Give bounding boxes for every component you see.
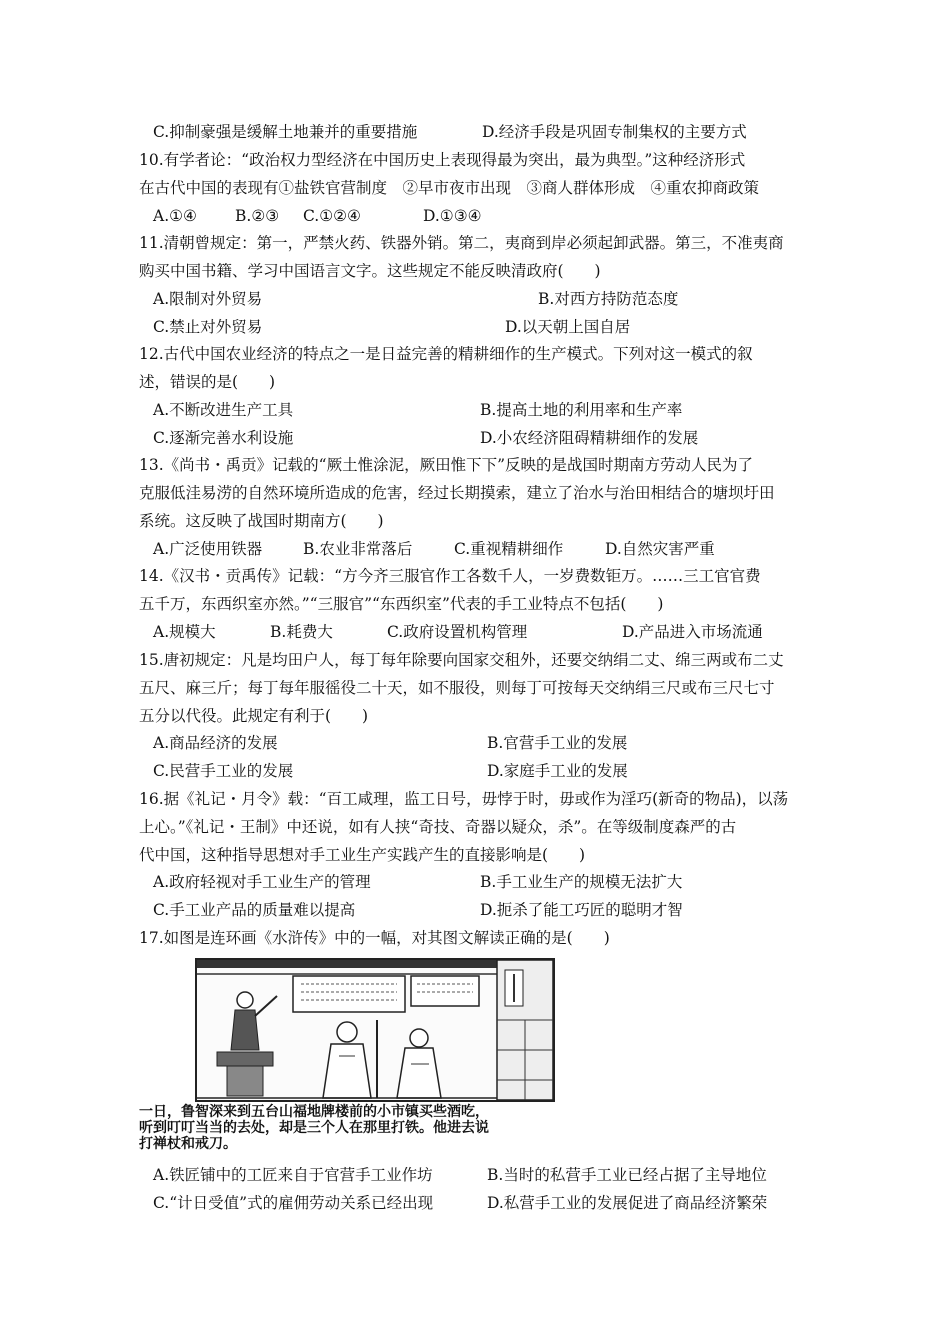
q14-option-a: A.规模大 [153,623,216,641]
q17-option-b: B.当时的私营手工业已经占据了主导地位 [487,1166,767,1184]
q14-option-d: D.产品进入市场流通 [622,623,763,641]
q15-option-a: A.商品经济的发展 [153,734,278,752]
q14-stem-line2: 五千万，东西织室亦然。”“三服官”“东西织室”代表的手工业特点不包括( ) [139,595,664,613]
q10-option-a: A.①④ [153,207,197,225]
q15-stem-line3: 五分以代役。此规定有利于( ) [139,707,369,725]
q17-stem-line1: 17.如图是连环画《水浒传》中的一幅，对其图文解读正确的是( ) [139,929,610,947]
comic-caption-line2: 听到叮叮当当的去处，却是三个人在那里打铁。他进去说 [139,1120,489,1136]
q9-option-c: C.抑制豪强是缓解土地兼并的重要措施 [153,123,418,141]
q13-option-a: A.广泛使用铁器 [153,540,263,558]
q13-option-b: B.农业非常落后 [303,540,413,558]
q16-option-c: C.手工业产品的质量难以提高 [153,901,356,919]
q14-option-b: B.耗费大 [270,623,333,641]
q12-option-d: D.小农经济阻碍精耕细作的发展 [480,429,699,447]
q12-stem-line1: 12.古代中国农业经济的特点之一是日益完善的精耕细作的生产模式。下列对这一模式的叙 [139,345,753,363]
q15-option-b: B.官营手工业的发展 [487,734,628,752]
q11-stem-line1: 11.清朝曾规定：第一，严禁火药、铁器外销。第二，夷商到岸必须起卸武器。第三，不准夷商 [139,234,784,252]
q12-stem-line2: 述，错误的是( ) [139,373,276,391]
q14-option-c: C.政府设置机构管理 [387,623,528,641]
q13-stem-line3: 系统。这反映了战国时期南方( ) [139,512,384,530]
q17-option-c: C.“计日受值”式的雇佣劳动关系已经出现 [153,1194,434,1212]
q12-option-a: A.不断改进生产工具 [153,401,294,419]
q17-option-d: D.私营手工业的发展促进了商品经济繁荣 [487,1194,768,1212]
q15-option-c: C.民营手工业的发展 [153,762,294,780]
q17-option-a: A.铁匠铺中的工匠来自于官营手工业作坊 [153,1166,433,1184]
q15-stem-line2: 五尺、麻三斤；每丁每年服徭役二十天，如不服役，则每丁可按每天交纳绢三尺或布三尺七寸 [139,679,775,697]
q16-stem-line2: 上心。”《礼记・王制》中还说，如有人挟“奇技、奇器以疑众，杀”。在等级制度森严的古 [139,818,737,836]
q13-option-c: C.重视精耕细作 [454,540,564,558]
comic-illustration [195,958,555,1102]
q16-option-a: A.政府轻视对手工业生产的管理 [153,873,371,891]
q13-stem-line1: 13.《尚书・禹贡》记载的“厥土惟涂泥，厥田惟下下”反映的是战国时期南方劳动人民为了 [139,456,754,474]
comic-caption-line1: 一日，鲁智深来到五台山福地牌楼前的小市镇买些酒吃， [139,1104,489,1120]
q11-option-d: D.以天朝上国自居 [505,318,631,336]
q10-stem-line1: 10.有学者论：“政治权力型经济在中国历史上表现得最为突出，最为典型。”这种经济形式 [139,151,746,169]
q11-stem-line2: 购买中国书籍、学习中国语言文字。这些规定不能反映清政府( ) [139,262,601,280]
q16-stem-line1: 16.据《礼记・月令》载：“百工咸理，监工日号，毋悖于时，毋或作为淫巧(新奇的物品)，以荡 [139,790,789,808]
q15-option-d: D.家庭手工业的发展 [487,762,628,780]
q11-option-b: B.对西方持防范态度 [538,290,679,308]
q16-stem-line3: 代中国，这种指导思想对手工业生产实践产生的直接影响是( ) [139,846,586,864]
q15-stem-line1: 15.唐初规定：凡是均田户人，每丁每年除要向国家交租外，还要交纳绢二丈、绵三两或布二丈 [139,651,784,669]
blacksmith-shop-drawing [197,960,553,1100]
q10-stem-line2: 在古代中国的表现有①盐铁官营制度 ②早市夜市出现 ③商人群体形成 ④重农抑商政策 [139,179,760,197]
q10-option-b: B.②③ [235,207,280,225]
q11-option-c: C.禁止对外贸易 [153,318,263,336]
q13-option-d: D.自然灾害严重 [605,540,715,558]
q16-option-b: B.手工业生产的规模无法扩大 [480,873,683,891]
q11-option-a: A.限制对外贸易 [153,290,263,308]
q16-option-d: D.扼杀了能工巧匠的聪明才智 [480,901,683,919]
q12-option-b: B.提高土地的利用率和生产率 [480,401,683,419]
q9-option-d: D.经济手段是巩固专制集权的主要方式 [482,123,747,141]
q13-stem-line2: 克服低洼易涝的自然环境所造成的危害，经过长期摸索，建立了治水与治田相结合的塘坝圩田 [139,484,775,502]
q10-option-c: C.①②④ [303,207,361,225]
q12-option-c: C.逐渐完善水利设施 [153,429,294,447]
q10-option-d: D.①③④ [423,207,482,225]
comic-caption-line3: 打禅杖和戒刀。 [139,1136,237,1152]
q14-stem-line1: 14.《汉书・贡禹传》记载：“方今齐三服官作工各数千人，一岁费数钜万。……三工官官费 [139,567,761,585]
